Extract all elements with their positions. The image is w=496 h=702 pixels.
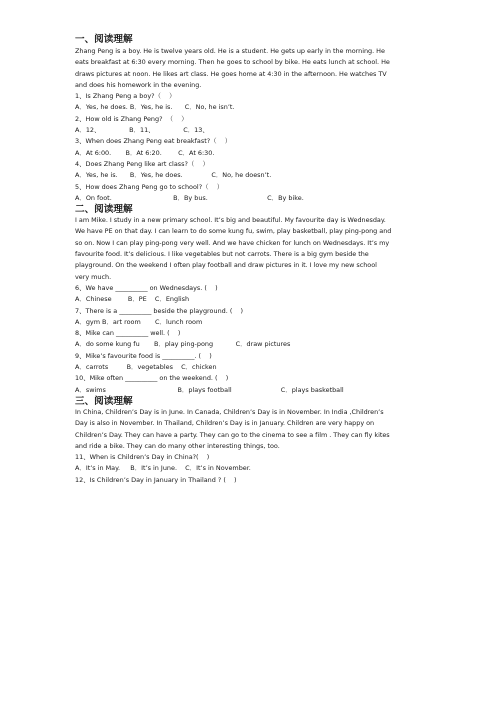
- passage-line: Day is also in November. In Thailand, Children’s Day is in January. Children are very happy on: [75, 419, 375, 428]
- passage-line: draws pictures at noon. He likes art class. He goes home at 4:30 in the afternoon. He watches TV: [75, 69, 387, 78]
- question-text: 8、Mike can __________ well. ( ): [75, 329, 181, 338]
- section-3: [75, 396, 421, 486]
- worksheet-page: [75, 34, 421, 486]
- question-text: 5、How does Zhang Peng go to school?（ ）: [75, 182, 224, 191]
- section-1: [75, 34, 421, 204]
- passage-line: favourite food. It’s delicious. I like vegetables but not carrots. There is a big gym beside the: [75, 250, 369, 259]
- passage-line: Zhang Peng is a boy. He is twelve years old. He is a student. He gets up early in the morning. He: [75, 47, 385, 55]
- answer-options: A．gym B．art room C．lunch room: [75, 317, 203, 326]
- section-heading: 三、阅读理解: [75, 395, 133, 407]
- passage-line: Children’s Day. They can have a party. They can go to the cinema to see a film . They can fly kites: [75, 430, 390, 439]
- question-text: 11、When is Children’s Day in China?( ): [75, 453, 210, 462]
- passage-line: In China, Children’s Day is in June. In Canada, Children’s Day is in November. In India ,Children’s: [75, 407, 384, 416]
- passage-line: I am Mike. I study in a new primary school. It’s big and beautiful. My favourite day is Wednesday.: [75, 216, 386, 225]
- question-text: 6、We have __________ on Wednesdays. ( ): [75, 283, 218, 292]
- question-text: 9、Mike’s favourite food is __________. ( ): [75, 351, 212, 360]
- question-text: 4、Does Zhang Peng like art class?（ ）: [75, 159, 209, 168]
- question-text: 7、There is a __________ beside the playground. ( ): [75, 306, 244, 315]
- section-heading: 一、阅读理解: [75, 34, 133, 45]
- passage-line: eats breakfast at 6:30 every morning. Then he goes to school by bike. He eats lunch at school. He: [75, 58, 390, 67]
- passage-line: playground. On the weekend I often play football and draw pictures in it. I love my new school: [75, 261, 377, 270]
- section-2: [75, 204, 421, 396]
- passage-line: We have PE on that day. I can learn to do some kung fu, swim, play basketball, play ping-pong and: [75, 227, 392, 236]
- section-heading: 二、阅读理解: [75, 204, 133, 216]
- answer-options: A．Yes, he does. B．Yes, he is. C．No, he isn’t.: [75, 103, 235, 112]
- question-text: 1、Is Zhang Peng a boy?（ ）: [75, 92, 176, 101]
- passage-line: so on. Now I can play ping-pong very well. And we have chicken for lunch on Wednesdays. It’s my: [75, 238, 390, 247]
- question-text: 10、Mike often __________ on the weekend. ( ): [75, 374, 229, 383]
- answer-options: A．12、 B．11、 C．13、: [75, 126, 209, 135]
- question-text: 12、Is Children’s Day in January in Thailand ? ( ): [75, 475, 237, 484]
- answer-options: A．On foot. B．By bus. C．By bike.: [75, 193, 304, 202]
- answer-options: A．At 6:00. B．At 6:20. C．At 6:30.: [75, 148, 215, 157]
- answer-options: A．Yes, he is. B．Yes, he does. C．No, he doesn’t.: [75, 171, 272, 180]
- question-text: 3、When does Zhang Peng eat breakfast?（ ）: [75, 137, 232, 146]
- answer-options: A．It’s in May. B．It’s in June. C．It’s in November.: [75, 464, 251, 473]
- answer-options: A．do some kung fu B．play ping-pong C．draw pictures: [75, 340, 291, 349]
- passage-line: and does his homework in the evening.: [75, 80, 202, 89]
- question-text: 2、How old is Zhang Peng? （ ）: [75, 114, 188, 123]
- passage-line: very much.: [75, 272, 112, 281]
- answer-options: A．Chinese B．PE C．English: [75, 295, 190, 304]
- answer-options: A．swims B．plays football C．plays basketball: [75, 385, 344, 394]
- passage-line: and ride a bike. They can do many other interesting things, too.: [75, 441, 280, 450]
- answer-options: A．carrots B．vegetables C．chicken: [75, 363, 217, 372]
